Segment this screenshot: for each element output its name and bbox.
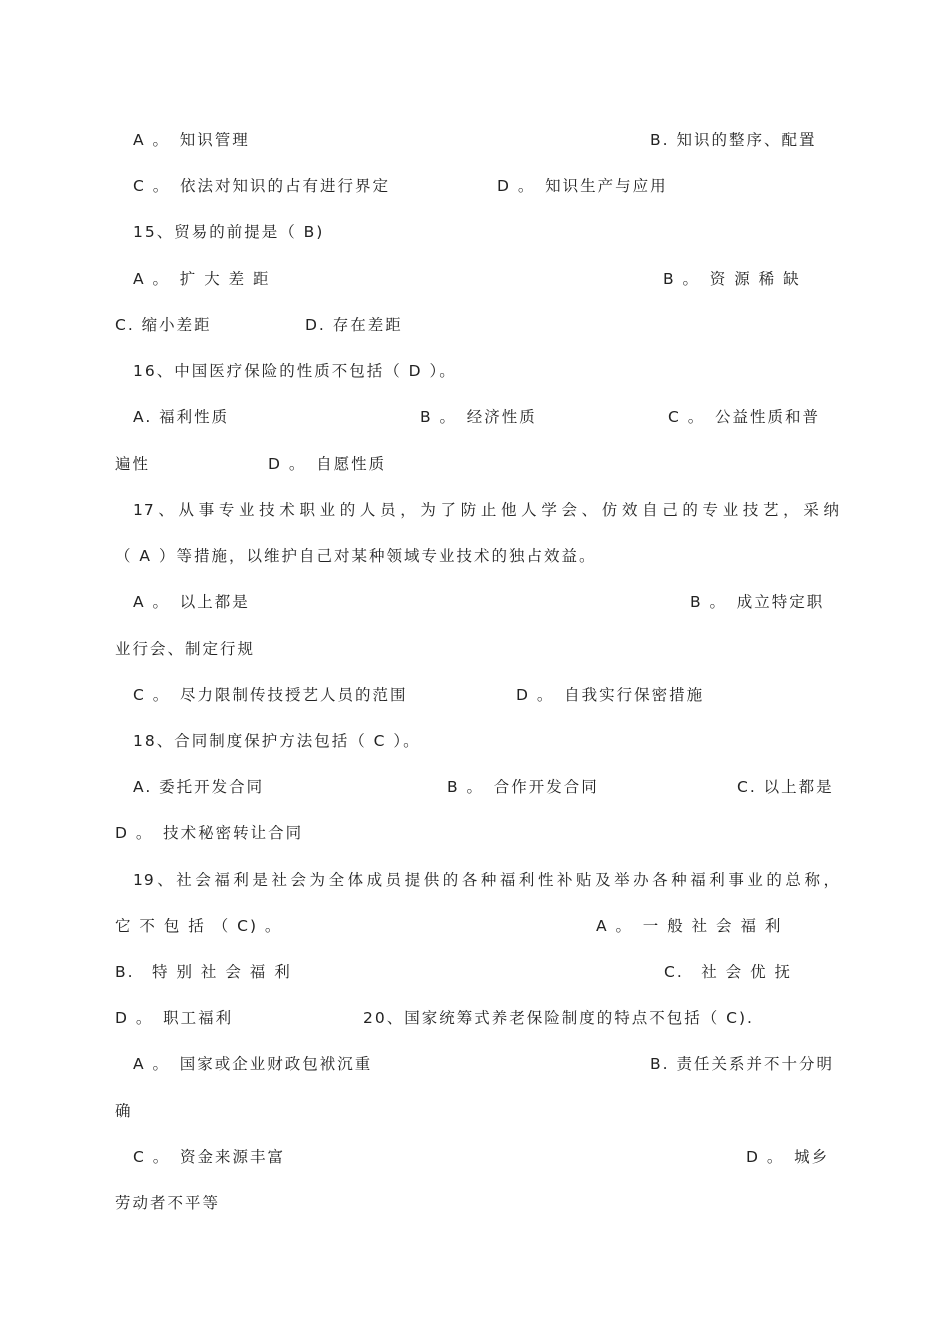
question-20-text: 20、国家统筹式养老保险制度的特点不包括（ C). [363,1009,754,1027]
option-d-continued: 劳动者不平等 [115,1194,221,1212]
option-b: B 。 成立特定职 [690,593,825,611]
option-c: C 。 依法对知识的占有进行界定 [133,177,391,195]
option-d: D 。 职工福利 [115,1009,234,1027]
option-d: D 。 自愿性质 [268,455,387,473]
question-text: 18、合同制度保护方法包括（ C ）。 [133,732,421,750]
option-d: D 。 技术秘密转让合同 [115,824,304,842]
option-b-continued: 业行会、制定行规 [115,640,256,658]
option-c: C 。 尽力限制传技授艺人员的范围 [133,686,408,704]
option-b: B. 知识的整序、配置 [650,131,817,149]
option-b: B 。 资 源 稀 缺 [663,270,801,288]
option-b-continued: 确 [115,1102,133,1120]
option-b: B. 特 别 社 会 福 利 [115,963,292,981]
option-c: C 。 资金来源丰富 [133,1148,286,1166]
option-d: D. 存在差距 [305,316,403,334]
option-c-continued: 遍性 [115,455,151,473]
option-d: D 。 城乡 [746,1148,830,1166]
option-a: A 。 国家或企业财政包袱沉重 [133,1055,373,1073]
option-a: A. 福利性质 [133,408,230,426]
question-text: 16、中国医疗保险的性质不包括（ D ）。 [133,362,457,380]
option-b: B 。 合作开发合同 [447,778,599,796]
option-c: C. 以上都是 [737,778,834,796]
question-text: 15、贸易的前提是（ B) [133,223,325,241]
question-text: 19、社会福利是社会为全体成员提供的各种福利性补贴及举办各种福利事业的总称， [133,871,840,889]
question-text-continued: 它 不 包 括 （ C) 。 [115,917,283,935]
option-a: A 。 以上都是 [133,593,250,611]
option-a: A. 委托开发合同 [133,778,265,796]
question-text-continued: （ A ）等措施，以维护自己对某种领域专业技术的独占效益。 [115,547,597,565]
option-c: C. 缩小差距 [115,316,212,334]
option-a: A 。 知识管理 [133,131,250,149]
question-text: 17、从事专业技术职业的人员，为了防止他人学会、仿效自己的专业技艺，采纳 [133,501,840,519]
option-a: A 。 扩 大 差 距 [133,270,271,288]
option-c: C 。 公益性质和普 [668,408,821,426]
option-b: B 。 经济性质 [420,408,537,426]
option-d: D 。 知识生产与应用 [497,177,668,195]
option-d: D 。 自我实行保密措施 [516,686,705,704]
option-a: A 。 一 般 社 会 福 利 [596,917,783,935]
option-c: C. 社 会 优 抚 [664,963,793,981]
option-b: B. 责任关系并不十分明 [650,1055,834,1073]
